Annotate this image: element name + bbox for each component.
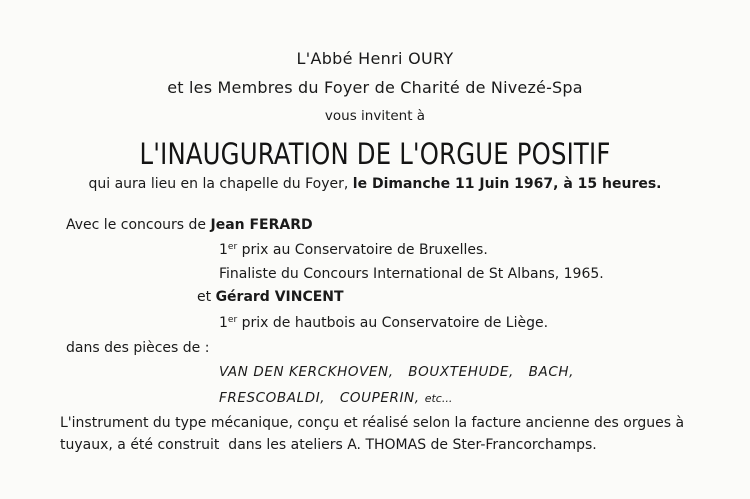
composers-etc: etc... [424,392,453,405]
performer-2-name: Gérard VINCENT [215,289,344,305]
performer-1-line [66,217,313,233]
host-name: L'Abbé Henri OURY [296,49,454,68]
performer-1-prize-sup: er [227,242,238,252]
performer-2-prize [219,315,548,331]
event-location: qui aura lieu en la chapelle du Foyer, [88,176,349,192]
event-date: le Dimanche 11 Juin 1967, à 15 heures. [352,176,662,192]
composers-line-2-wrap [219,387,452,406]
performer-1-prize [219,242,488,258]
footer-line-1: L'instrument du type mécanique, conçu et réalisé selon la facture ancienne des orgues à [60,415,685,431]
composers-line-2: FRESCOBALDI, COUPERIN, [219,390,420,406]
performer-1-prize-text: prix au Conservatoire de Bruxelles. [241,242,488,258]
composers-line-1: VAN DEN KERCKHOVEN, BOUXTEHUDE, BACH, [219,364,574,380]
footer-line-2: tuyaux, a été construit dans les ateliers A. THOMAS de Ster-Francorchamps. [60,437,597,453]
invite-text: vous invitent à [324,108,426,124]
performers-intro: Avec le concours de [66,217,207,233]
host-members: et les Membres du Foyer de Charité de Nivezé-Spa [167,78,583,97]
performer-1-name: Jean FERARD [210,217,313,233]
performer-2-et: et [197,289,212,305]
performer-2-line [197,289,344,305]
performer-2-prize-text: prix de hautbois au Conservatoire de Liège. [241,315,549,331]
performer-1-prize-ordinal: 1 [219,242,228,258]
pieces-intro: dans des pièces de : [66,340,210,356]
performer-2-prize-ordinal: 1 [219,315,228,331]
event-title: L'INAUGURATION DE L'ORGUE POSITIF [139,137,611,171]
performer-2-prize-sup: er [227,315,238,325]
event-when [0,176,750,192]
performer-1-finalist: Finaliste du Concours International de St Albans, 1965. [219,266,604,282]
